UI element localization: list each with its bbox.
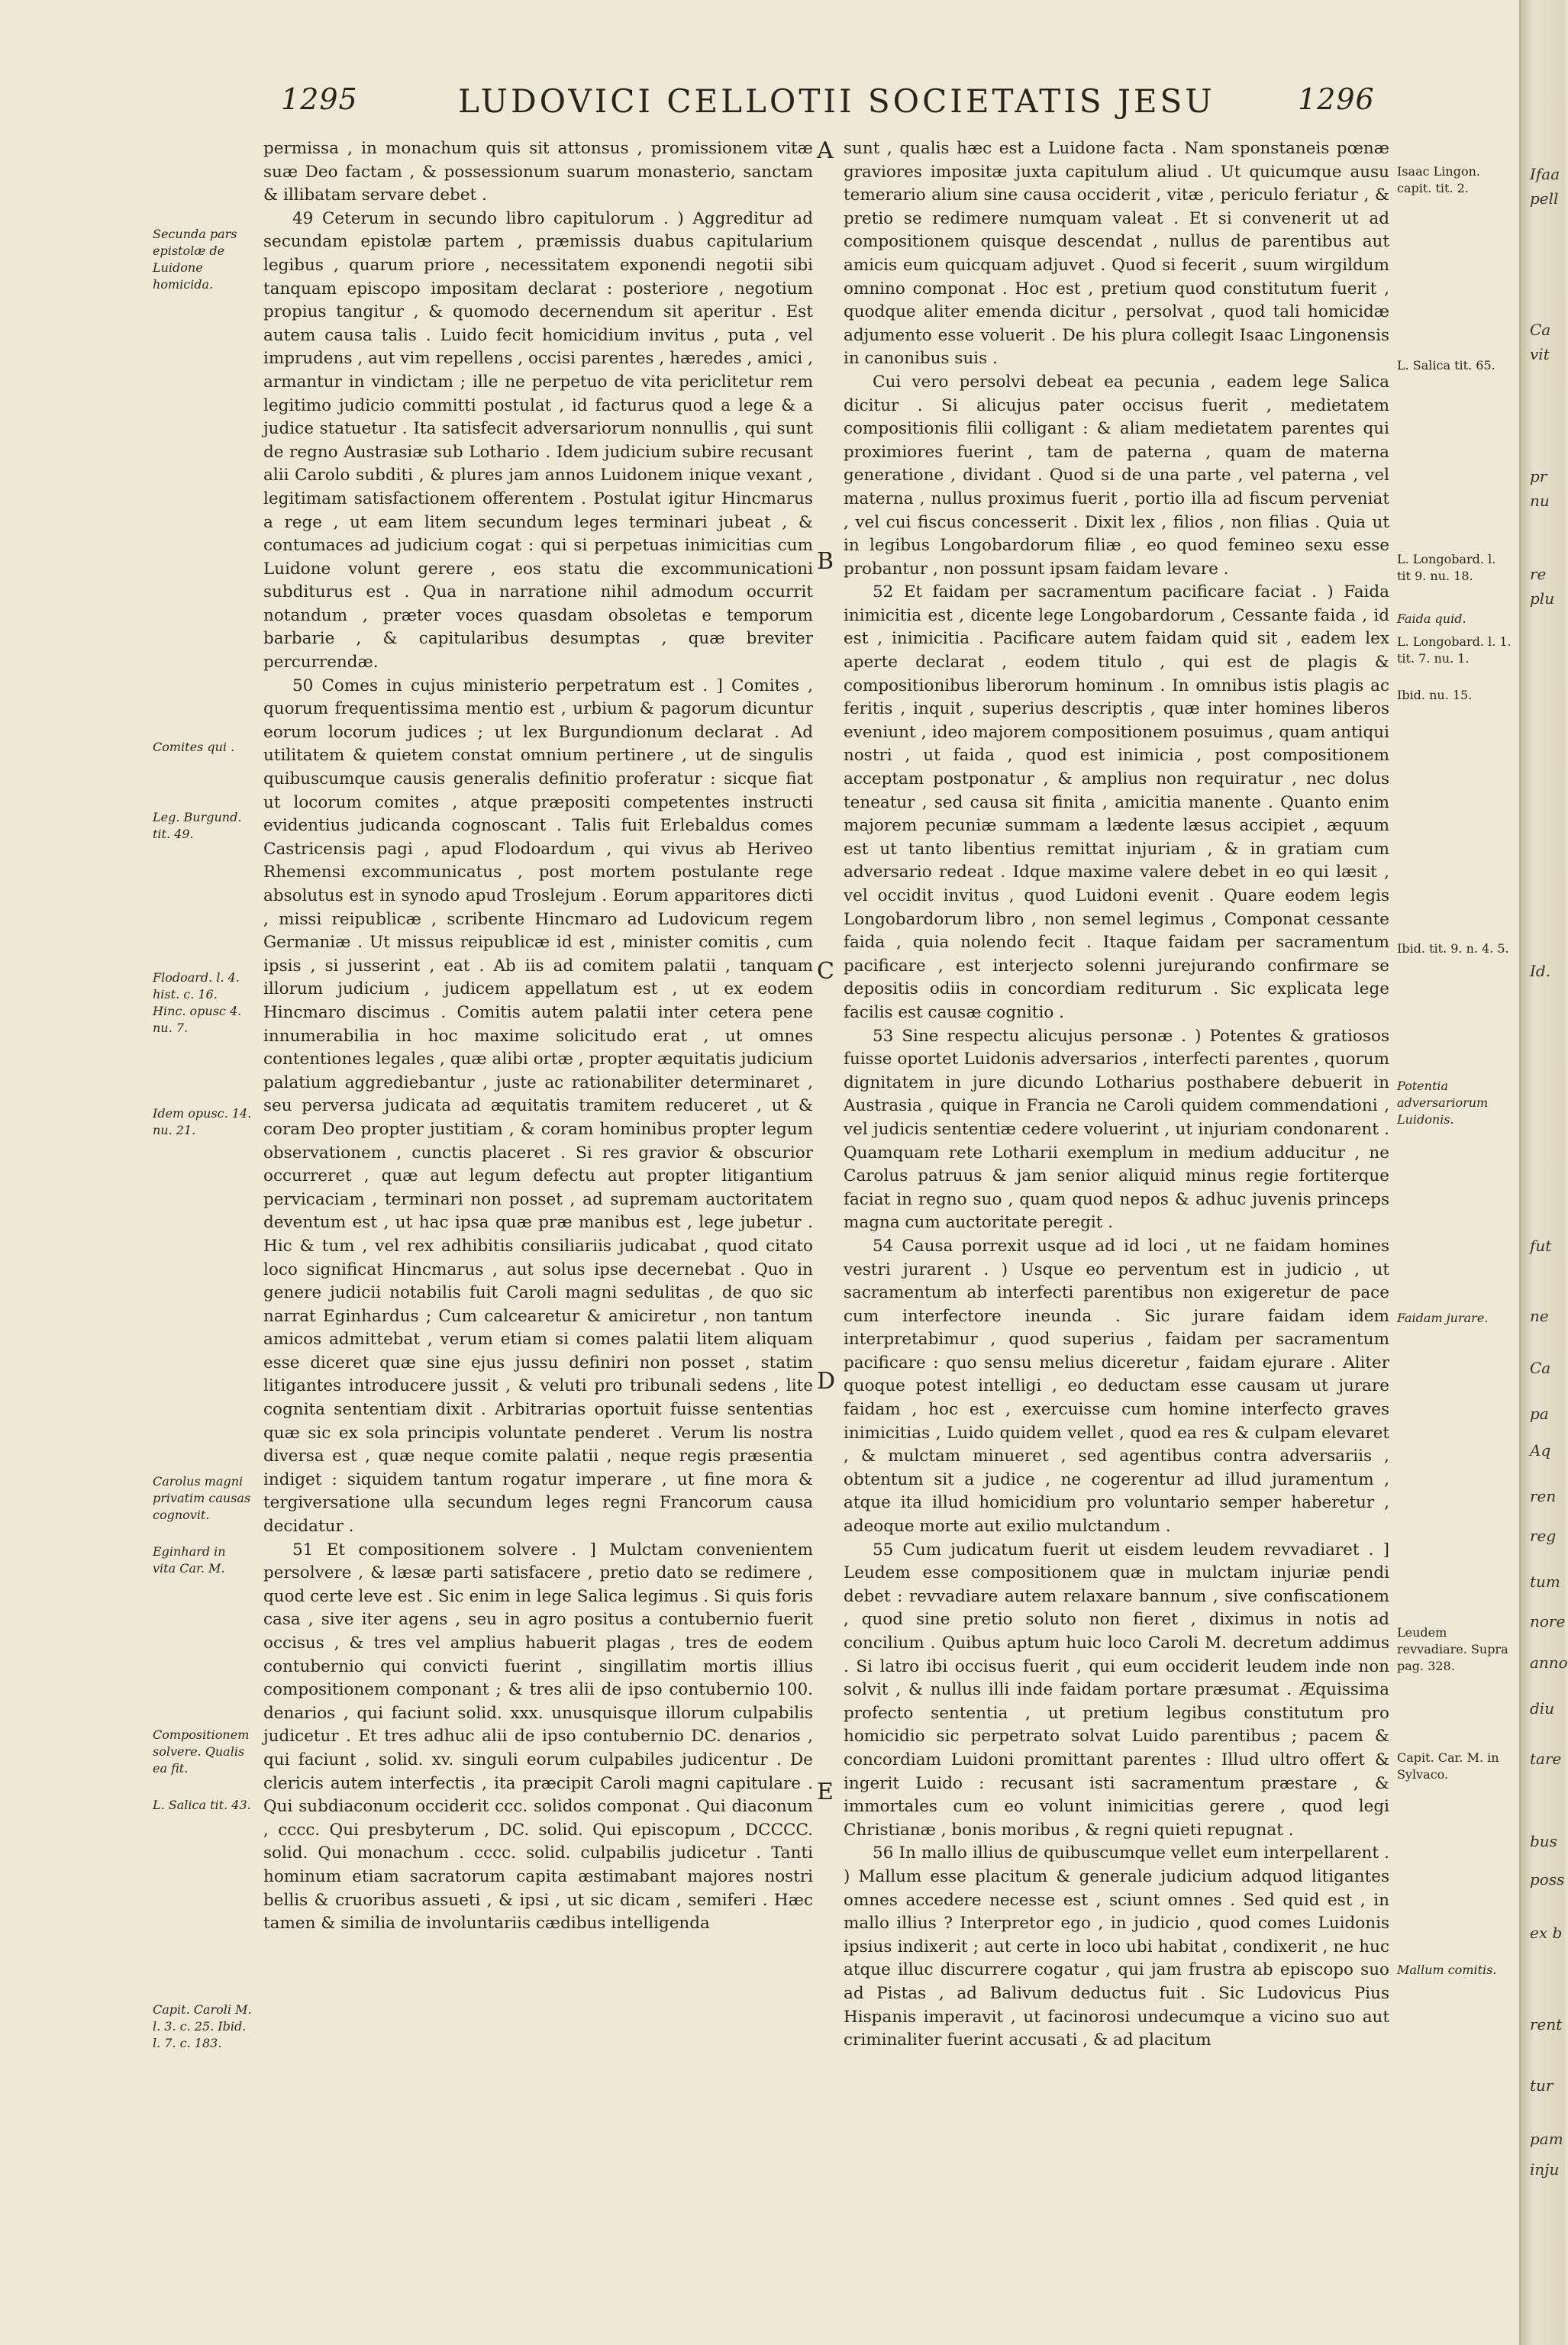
margin-note: Idem opusc. 14. nu. 21. xyxy=(153,1106,252,1137)
margin-note: Ibid. tit. 9. n. 4. 5. xyxy=(1397,941,1509,956)
adjacent-fragment: plu xyxy=(1530,589,1555,608)
adjacent-fragment: inju xyxy=(1530,2160,1560,2179)
adjacent-fragment: ren xyxy=(1530,1487,1557,1505)
adjacent-fragment: Ca xyxy=(1530,1359,1551,1377)
paragraph: 54 Causa porrexit usque ad id loci , ut ne faidam homines vestri jurarent . ) Usque eo perventum est in judicio , ut sacramentum ab interfecti parentibus non exigeretur de pace cum interfectore ineunda . Sic jurare faidam idem interpretabimur , quod superius , faidam per sacramentum pacificare : quo sensu melius diceretur , faidam ejurare . Aliter quoque potest intelligi , eo deductam esse causam ut jurare faidam , hoc est , exercuisse cum homine interfecto graves inimicitias , Luido quidem vellet , quod ea res & culpam elevaret , & mulctam minueret , sed agentibus contra adversariis , obtentum sit a judice , ne cogerentur ad illud juramentum , atque ita illud homicidium pro voluntario semper haberetur , adeoque morte aut exilio mulctandum . xyxy=(844,1236,1389,1537)
paragraph: 52 Et faidam per sacramentum pacificare faciat . ) Faida inimicitia est , dicente lege Longobardorum , Cessante faida , id est , inimicitia . Pacificare autem faidam quid sit , eadem lex aperte declarat , eodem titulo , qui est de plagis & compositionibus liberorum hominum . In omnibus istis plagis ac feritis , inquit , superius descriptis , quæ inter homines liberos eveniunt , ideo majorem compositionem posuimus , quam antiqui nostri , ut faida , quod est inimicia , post compositionem acceptam postponatur , & amplius non requiratur , nec dolus teneatur , sed causa sit finita , amicitia manente . Quanto enim majorem pecuniæ summam a lædente læsus accipiet , æquum est ut tanto libentius remittat injuriam , & in gratiam cum adversario redeat . Idque maxime valere debet in eo qui læsit , vel occidit invitus , quod Luidoni evenit . Quare eodem legis Longobardorum libro , non semel legimus , Componat cessante faida , quia nolendo fecit . Itaque faidam per sacramentum pacificare , est interjecto solenni jurejurando confirmare se depositis odiis in concordiam rediturum . Sic explicata lege facilis est causæ cognitio . xyxy=(844,582,1389,1022)
page-number-left: 1295 xyxy=(281,82,358,116)
margin-note: Leudem revvadiare. Supra pag. 328. xyxy=(1397,1625,1508,1673)
margin-note: Isaac Lingon. capit. tit. 2. xyxy=(1397,164,1480,195)
paragraph: sunt , qualis hæc est a Luidone facta . Nam sponstaneis pœnæ graviores impositæ juxta capitulum aliud . Ut quicumque ausu temerario alium sine causa occiderit , vitæ , periculo feriatur , & pretio se redimere numquam valeat . Et si convenerit ut ad compositionem quisque descendat , nullus de parentibus aut amicis eum quicquam adjuvet . Quod si fecerit , suum wirgildum omnino componat . Hoc est , pretium quod constitutum fuerit , quodque aliter emenda dicitur , persolvat , quod tali homicidæ adjumento esse voluerit . De his plura collegit Isaac Lingonensis in canonibus suis . xyxy=(844,139,1389,369)
adjacent-fragment: ne xyxy=(1530,1307,1549,1325)
paragraph: 55 Cum judicatum fuerit ut eisdem leudem revvadiaret . ] Leudem esse compositionem quæ in mulctam injuriæ pendi debet : revvadiare autem relaxare bannum , sive confiscationem , quod sine pretio soluto non fieret , diximus in notis ad concilium . Quibus aptum huic loco Caroli M. decretum addimus . Si latro ibi occisus fuerit , qui eum occiderit leudem inde non solvit , & nullus illi inde faidam portare præsumat . Æquissima profecto sententia , ut pretium legibus constitutum pro homicidio sic perpetrato solvat Luido parentibus ; pacem & concordiam Luidoni promittant parentes : Illud ultro offert & ingerit Luido : recusant isti sacramentum præstare , & immortales cum eo volunt inimicitias gerere , quod legi Christianæ , bonis moribus , & regni quieti repugnat . xyxy=(844,1540,1389,1840)
paragraph: 50 Comes in cujus ministerio perpetratum est . ] Comites , quorum frequentissima mentio est , urbium & pagorum dicuntur eorum locorum judices ; ut lex Burgundionum declarat . Ad utilitatem & quietem constat omnium pertinere , ut de singulis quibuscumque causis generalis definitio proferatur : sicque fiat ut locorum comites , atque præpositi competentes instructi evidentius judicanda cognoscant . Talis fuit Erlebaldus comes Castricensis pagi , apud Flodoardum , qui vivus ab Heriveo Rhemensi excommunicatus , post mortem postulante rege absolutus est in synodo apud Troslejum . Eorum apparitores dicti , missi reipublicæ , scribente Hincmaro ad Ludovicum regem Germaniæ . Ut missus reipublicæ id est , minister comitis , cum ipsis , si jusserint , eat . Ab iis ad comitem palatii , tanquam illorum judicium , judicem appellatum est , ut ex eodem Hincmaro discimus . Comitis autem palatii inter cetera pene innumerabilia in hoc maxime solicitudo erat , ut omnes contentiones legales , quæ alibi ortæ , propter æquitatis judicium palatium aggrediebantur , juste ac rationabiliter determinaret , seu perversa judicata ad æquitatis tramitem reduceret , ut & coram Deo propter justitiam , & coram hominibus propter legum observationem , cunctis placeret . Si res gravior & obscurior occurreret , quæ aut legum defectu aut propter litigantium pervicaciam , terminari non posset , ad supremam auctoritatem deventum est , ut hac ipsa quæ præ manibus est , lege jubetur . Hic & tum , vel rex adhibitis consiliariis judicabat , quod citato loco significat Hincmarus , aut solus ipse decernebat . Quo in genere judicii notabilis fuit Caroli magni sedulitas , de quo sic narrat Eginhardus ; Cum calcearetur & amiciretur , non tantum amicos admittebat , verum etiam si comes palatii litem aliquam esse diceret quæ sine ejus jussu definiri non posset , statim litigantes introducere jussit , & veluti pro tribunali sedens , lite cognita sententiam dixit . Arbitrarias oportuit fuisse sententias quæ sic ex sola principis voluntate penderet . Verum lis nostra diversa est , quæ neque comite palatii , neque regis præsentia indiget : siquidem tantum rogatur imperare , ut fine mora & tergiversatione ulla secundum leges regni Francorum causa decidatur . xyxy=(263,676,813,1537)
adjacent-fragment: pa xyxy=(1530,1405,1549,1423)
margin-note: Capit. Car. M. in Sylvaco. xyxy=(1397,1750,1499,1782)
paragraph: 56 In mallo illius de quibuscumque vellet eum interpellarent . ) Mallum esse placitum & generale judicium adquod litigantes omnes accedere necesse est , sciunt omnes . Sed quid est , in mallo illius ? Interpretor ego , in judicio , quod comes Luidonis ipsius indixerit ; aut certe in loco ubi habitat , condixerit , ne huc atque illuc discurrere cogatur , qui jam frustra ab episcopo suo ad Pistas , ad Balivum deductus fuit . Sic Ludovicus Pius Hispanis imperavit , ut facinorosi undecumque a vicino suo aut criminaliter fuerint accusati , & ad placitum xyxy=(844,1843,1389,2050)
adjacent-fragment: poss xyxy=(1530,1870,1565,1889)
adjacent-fragment: anno xyxy=(1530,1653,1568,1672)
section-letter-e: E xyxy=(817,1779,834,1805)
margin-note: Faida quid. xyxy=(1397,611,1466,626)
running-title: LUDOVICI CELLOTII SOCIETATIS JESU xyxy=(458,82,1215,120)
paragraph: 53 Sine respectu alicujus personæ . ) Potentes & gratiosos fuisse oportet Luidonis adversarios , interfecti parentes , quorum dignitatem in jure dicundo Lotharius posthabere debuerit in Austrasia , quique in Francia ne Caroli quidem commendationi , vel judicis sententiæ cedere voluerint , ut injuriam condonarent . Quamquam rete Lotharii exemplum in medium adducitur , ne Carolus patruus & jam senior aliquid minus regie fortiterque faciat in regno suo , quam quod nepos & adhuc juvenis princeps magna cum auctoritate peregit . xyxy=(844,1026,1389,1233)
margin-note: L. Longobard. l. tit 9. nu. 18. xyxy=(1397,552,1496,583)
paragraph: Cui vero persolvi debeat ea pecunia , eadem lege Salica dicitur . Si alicujus pater occisus fuerit , medietatem compositionis filii colligant : & aliam medietatem parentes qui proximiores fuerint , tam de paterna , quam de materna generatione , dividant . Quod si de una parte , vel paterna , vel materna , nullus proximus fuerit , portio illa ad fiscum perveniat , vel cui fiscus concesserit . Dixit lex , filios , non filias . Quia ut in legibus Longobardorum filiæ , eo quod femineo sexu esse probantur , non possunt ipsam faidam levare . xyxy=(844,372,1389,579)
adjacent-fragment: diu xyxy=(1530,1699,1555,1718)
adjacent-fragment: reg xyxy=(1530,1527,1557,1545)
adjacent-fragment: pell xyxy=(1530,189,1559,208)
margin-note: L. Longobard. l. 1. tit. 7. nu. 1. xyxy=(1397,634,1512,666)
margin-note: Ibid. nu. 15. xyxy=(1397,688,1473,702)
section-letter-a: A xyxy=(817,137,834,164)
adjacent-fragment: Id. xyxy=(1530,962,1551,980)
margin-note: Comites qui . xyxy=(153,740,235,754)
margin-note: Flodoard. l. 4. hist. c. 16. Hinc. opusc 4. nu. 7. xyxy=(153,970,242,1035)
adjacent-fragment: pr xyxy=(1530,467,1547,485)
margin-note: Eginhard in vita Car. M. xyxy=(153,1544,226,1576)
section-letter-d: D xyxy=(817,1368,836,1395)
margin-note: Leg. Burgund. tit. 49. xyxy=(153,810,242,841)
paragraph: permissa , in monachum quis sit attonsus , promissionem vitæ suæ Deo factam , & possessionum suarum monasterio, sanctam & illibatam servare debet . xyxy=(263,139,813,205)
adjacent-fragment: Ifaa xyxy=(1530,165,1560,183)
adjacent-fragment: tur xyxy=(1530,2076,1553,2095)
margin-note: Compositionem solvere. Qualis ea fit. xyxy=(153,1727,250,1776)
adjacent-fragment: bus xyxy=(1530,1832,1557,1850)
adjacent-fragment: pam xyxy=(1530,2130,1563,2148)
adjacent-fragment: nu xyxy=(1530,492,1550,510)
adjacent-fragment: Ca xyxy=(1530,321,1551,339)
section-letter-c: C xyxy=(817,958,834,985)
adjacent-fragment: vit xyxy=(1530,345,1550,363)
margin-note: Secunda pars epistolæ de Luidone homicida. xyxy=(153,227,237,292)
text-column-right xyxy=(844,137,1389,2053)
page-number-right: 1296 xyxy=(1298,82,1375,116)
margin-note: Potentia adversariorum Luidonis. xyxy=(1397,1079,1489,1127)
adjacent-fragment: tum xyxy=(1530,1572,1560,1591)
margin-note: L. Salica tit. 65. xyxy=(1397,358,1495,373)
adjacent-fragment: fut xyxy=(1530,1237,1552,1255)
adjacent-fragment: Aq xyxy=(1530,1441,1551,1460)
running-header xyxy=(0,82,1519,128)
margin-note: Carolus magni privatim causas cognovit. xyxy=(153,1474,251,1522)
adjacent-fragment: rent xyxy=(1530,2015,1563,2034)
margin-note: L. Salica tit. 43. xyxy=(153,1798,251,1812)
margin-note: Faidam jurare. xyxy=(1397,1311,1489,1325)
adjacent-fragment: re xyxy=(1530,565,1547,583)
paragraph: 49 Ceterum in secundo libro capitulorum . ) Aggreditur ad secundam epistolæ partem , præmissis duabus capitularium legibus , quarum priore , necessitatem exponendi negotii sibi tanquam episcopo impositam declarat : posteriore , negotium propius tangitur , & quomodo decernendum sit aperitur . Est autem causa talis . Luido fecit homicidium invitus , puta , vel imprudens , aut vim repellens , occisi parentes , hæredes , amici , armantur in vindictam ; ille ne perpetuo de vita periclitetur rem legitimo judicio committi postulat , id facturus quod a lege & a judice statuetur . Ita satisfecit adversariorum nonnullis , qui sunt de regno Austrasiæ sub Lothario . Idem judicium subire recusant alii Carolo subditi , & plures jam annos Luidonem inique vexant , legitimam satisfactionem offerentem . Postulat igitur Hincmarus a rege , ut eam litem secundum leges terminari jubeat , & contumaces ad judicium cogat : qui si perpetuas inimicitias cum Luidone volunt gerere , eos statu die excommunicationi subditurus est . Qua in narratione nihil admodum occurrit notandum , præter voces quasdam obsoletas e temporum barbarie , & capitularibus desumptas , quæ breviter percurrendæ. xyxy=(263,208,813,673)
margin-note: Capit. Caroli M. l. 3. c. 25. Ibid. l. 7. c. 183. xyxy=(153,2002,252,2050)
text-column-left xyxy=(263,137,813,1936)
paragraph: 51 Et compositionem solvere . ] Mulctam convenientem persolvere , & læsæ parti satisfacere , pretio dato se redimere , quod certe leve est . Sic enim in lege Salica legimus . Si quis foris casa , sive iter agens , seu in agro positus a contubernio fuerit occisus , & tres vel amplius habuerit plagas , tres de eodem contubernio qui convicti fuerint , singillatim mortis illius compositionem componant ; & tres alii de ipso contubernio 100. denarios , qui faciunt solid. xxx. unusquisque illorum culpabilis judicetur . Et tres adhuc alii de ipso contubernio DC. denarios , qui faciunt , solid. xv. singuli eorum culpabiles judicentur . De clericis autem interfectis , ita præcipit Caroli magni capitulare . Qui subdiaconum occiderit ccc. solidos componat . Qui diaconum , cccc. Qui presbyterum , DC. solid. Qui episcopum , DCCCC. solid. Qui monachum . cccc. solid. culpabilis judicetur . Tanti hominum etiam sacratorum capita æstimabant majores nostri bellis & cruoribus assueti , & ipsi , ut sic dicam , semiferi . Hæc tamen & similia de involuntariis cædibus intelligenda xyxy=(263,1540,813,1934)
section-letter-b: B xyxy=(817,548,834,575)
adjacent-fragment: nore xyxy=(1530,1612,1566,1631)
adjacent-fragment: tare xyxy=(1530,1750,1562,1768)
margin-note: Mallum comitis. xyxy=(1397,1963,1497,1977)
adjacent-fragment: ex b xyxy=(1530,1924,1563,1942)
adjacent-page-edge xyxy=(1519,0,1568,2345)
